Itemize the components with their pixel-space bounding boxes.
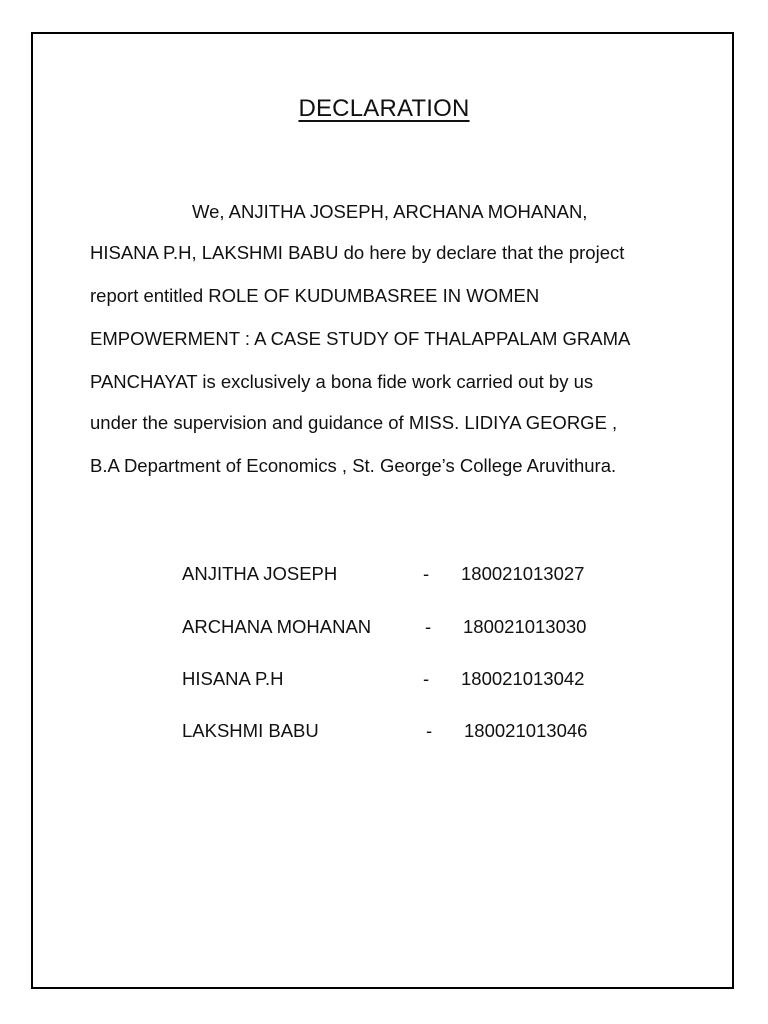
member-name: ARCHANA MOHANAN [182, 616, 372, 637]
member-separator: - [425, 616, 432, 637]
page-border [31, 32, 734, 989]
declaration-line: B.A Department of Economics , St. George’s College Aruvithura. [90, 455, 617, 476]
member-register-number: 180021013042 [461, 668, 585, 689]
member-separator: - [426, 720, 433, 741]
member-register-number: 180021013030 [463, 616, 587, 637]
member-separator: - [423, 668, 430, 689]
member-separator: - [423, 563, 430, 584]
declaration-line: report entitled ROLE OF KUDUMBASREE IN WOMEN [90, 285, 540, 306]
member-name: HISANA P.H [182, 668, 284, 689]
declaration-line: HISANA P.H, LAKSHMI BABU do here by declare that the project [90, 242, 625, 263]
declaration-line: PANCHAYAT is exclusively a bona fide work carried out by us [90, 371, 594, 392]
member-name: LAKSHMI BABU [182, 720, 319, 741]
page-title: DECLARATION [298, 95, 470, 122]
member-register-number: 180021013027 [461, 563, 585, 584]
declaration-line: EMPOWERMENT : A CASE STUDY OF THALAPPALAM GRAMA [90, 328, 631, 349]
member-register-number: 180021013046 [464, 720, 588, 741]
member-name: ANJITHA JOSEPH [182, 563, 338, 584]
declaration-line: We, ANJITHA JOSEPH, ARCHANA MOHANAN, [192, 201, 588, 222]
declaration-line: under the supervision and guidance of MISS. LIDIYA GEORGE , [90, 412, 618, 433]
